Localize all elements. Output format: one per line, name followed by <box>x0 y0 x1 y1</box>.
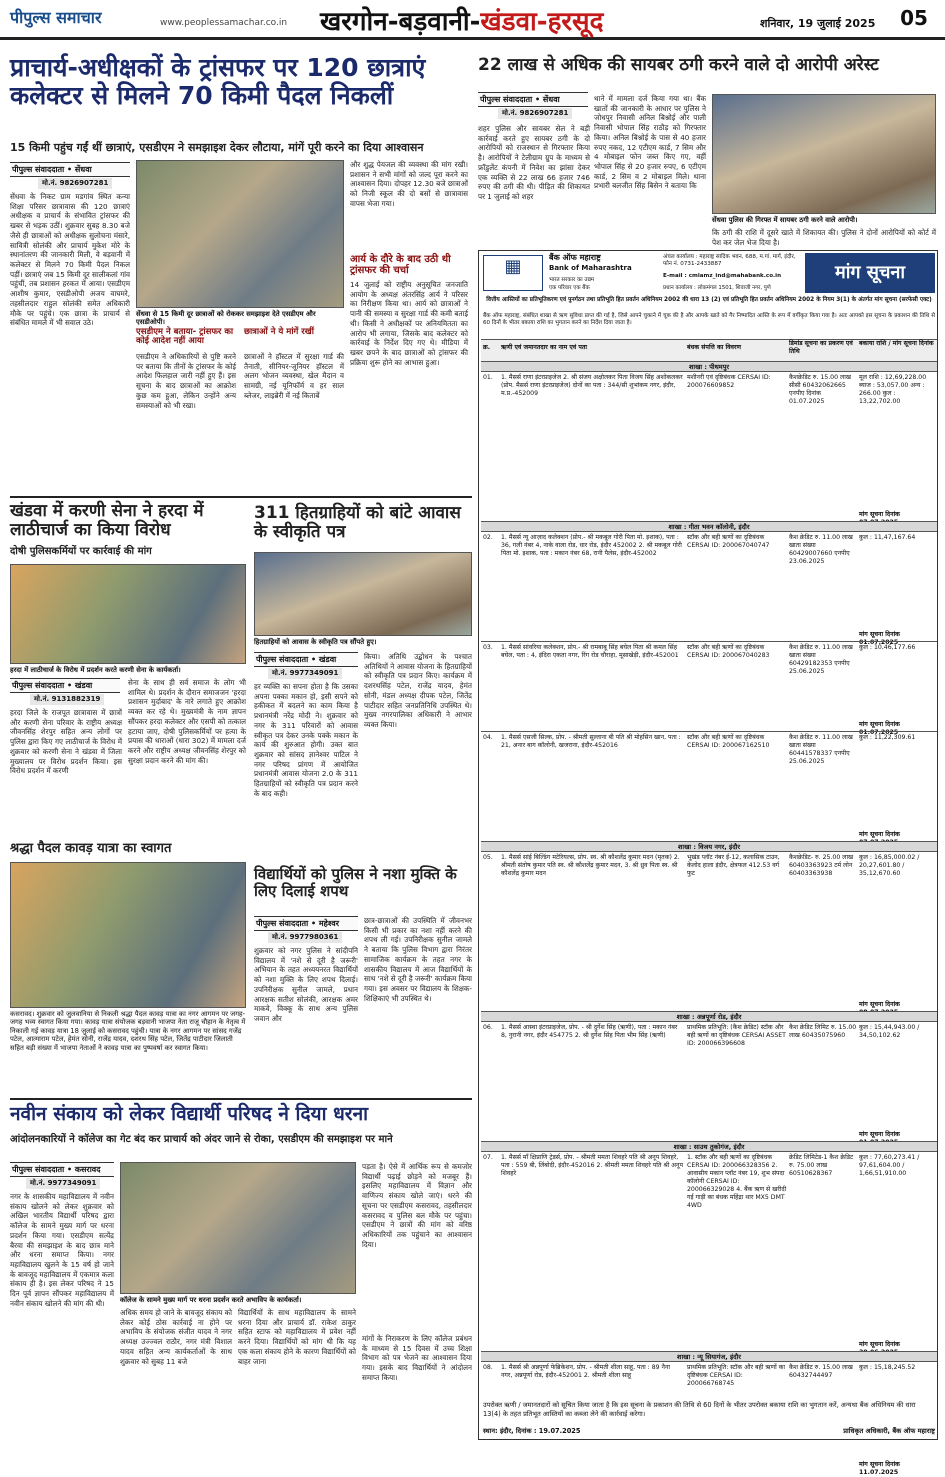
table-row <box>481 641 937 737</box>
story7-mobile: मो.नं. 9977349091 <box>26 1178 100 1189</box>
bank-motto: एक परिवार एक बैंक <box>549 285 590 291</box>
story7-deck: आंदोलनकारियों ने कॉलेज का गेट बंद कर प्राचार्य को अंदर जाने से रोका, एसडीएम की समझाइश पर माने <box>10 1134 393 1145</box>
notice-title: मांग सूचना <box>805 253 935 293</box>
story7-text-col2: अधिक समय हो जाने के बावजूद संकाय को लेकर कोई ठोस कार्रवाई ना होने पर अभाविप के संयोजक संजीत यादव ने नगर अध्यक्ष उज्ज्वल राठौर, नगर मंत्री विशाल यादव सहित अन्य कार्यकर्ताओं के साथ शुक्रवार को सुबह 11 बजे <box>120 1308 232 1366</box>
story3-headline: खंडवा में करणी सेना ने हरदा में लाठीचार्ज का किया विरोध <box>10 501 204 540</box>
story2-photo-caption: सेंधवा पुलिस की गिरफ्त में सायबर ठगी करने वाले आरोपी। <box>712 216 858 224</box>
cell-borrower: 1. मैसर्स राणा इंटरप्राइजेज 2. श्री संजय अक्षोलकर पिता विजय सिंह अशोकलकर (प्रोप. मैसर्स राणा इंटरप्राइजेज) दोनों का पता : 344/सी शुभांकम नगर, इंदौर, म.प्र.-452009 <box>501 374 683 398</box>
cell-amount: कुल : 77,60,273.41 / 97,61,604.00 / 1,66,51,910.00 <box>859 1154 920 1178</box>
story1-deck: 15 किमी पहुंच गईं थीं छात्राएं, एसडीएम ने समझाइश देकर लौटाया, मांगें पूरी करने का दिया आश्वासन <box>10 141 424 154</box>
page-number: 05 <box>900 6 928 30</box>
story4-mobile: मो.नं. 9977349091 <box>268 668 342 679</box>
story7-text-col4: पड़ता है। ऐसे में आर्थिक रूप से कमजोर विद्यार्थी पढ़ाई छोड़ने को मजबूर हैं। इसलिए महाविद्यालय में विज्ञान और वाणिज्य संकाय खोले जाएं। धरने की सूचना पर एसडीएम कसरावद, तहसीलदार कसरावद व पुलिस बल मौके पर पहुंचा। एसडीएम ने छात्रों की मांग को वरिष्ठ अधिकारियों तक पहुंचाने का आश्वासन दिया। <box>362 1162 472 1249</box>
story1-sub2-text: एसडीएम ने अधिकारियों से पुष्टि करने पर बताया कि तीनों के ट्रांसफर के कोई आदेश फिलहाल जारी नहीं हुए हैं। इस सूचना के बाद छात्राओं का आक्रोश कुछ कम हुआ, लेकिन उन्होंने अन्य समस्याओं को भी रखा। <box>136 352 236 410</box>
masthead <box>0 0 945 40</box>
story7-photo <box>120 1162 356 1294</box>
story2-mobile: मो.नं. 9826907281 <box>498 108 572 119</box>
table-row <box>481 371 937 521</box>
story2-text-col3: कि ठगी की राशि में दूसरे खाते में शिकायत की। पुलिस ने दोनों आरोपियों को कोर्ट में पेश कर जेल भेज दिया है। <box>712 228 936 247</box>
story2-byline: पीपुल्स संवाददाता • सेंधवा <box>478 92 588 107</box>
cell-borrower: 1. मैसर्स सांई बिल्डिंग मटेरियल्स, प्रोप. स्व. श्री कौशलेंद्र कुमार मदन (मृतक) 2. श्रीमती संतोष कुमार पति स्व. श्री कौशलेंद्र कुमार मदन, 3. श्री ध्रुव पिता स्व. श्री कौशलेंद्र कुमार मदन <box>501 854 680 878</box>
story7-byline: पीपुल्स संवाददाता • कसरावद <box>10 1162 114 1177</box>
cell-date: मांग सूचना दिनांक <box>859 1001 900 1008</box>
story1-sub2: एसडीएम ने बताया- ट्रांसफर का कोई आदेश नहीं आया <box>136 327 234 347</box>
table-row <box>481 1151 937 1351</box>
notice-signatory: प्राधिकृत अधिकारी, बैंक ऑफ महाराष्ट्र <box>843 1427 935 1435</box>
website-link[interactable]: www.peoplessamachar.co.in <box>160 18 288 28</box>
story1-sub3-text: छात्राओं ने हॉस्टल में सुरक्षा गार्ड की तैनाती, सीनियर-जूनियर हॉस्टल में अलग भोजन व्यवस्था, खेल मैदान व सामग्री, नई यूनिफॉर्म व हर साल ब्लेजर, लाइब्रेरी में नई किताबें <box>244 352 344 400</box>
cell-borrower: 1. मैसर्स आस्था इंटरप्राइजेज, प्रोप. - श्री दुर्गेश सिंह (ऋणी), पता : मकान नंबर 8, नुरानी नगर, इंदौर 454775 2. श्री दुर्गेश सिंह पिता भीम सिंह (ऋणी) <box>501 1024 678 1040</box>
story3-mobile: मो.नं. 9131882319 <box>30 694 104 705</box>
section-title: खरगोन-बड़वानी-खंडवा-हरसूद <box>320 7 604 37</box>
bank-notice <box>478 250 938 1477</box>
cell-amount: कुल : 10,46,177.66 <box>859 644 916 651</box>
story1-headline: प्राचार्य-अधीक्षकों के ट्रांसफर पर 120 छात्राएं कलेक्टर से मिलने 70 किमी पैदल निकलीं <box>10 53 426 110</box>
notice-place-date: स्थान: इंदौर, दिनांक : 19.07.2025 <box>483 1427 581 1435</box>
cell-property: 1. स्टॉक और बही ऋणों का दृष्टिबंधक CERSAI ID: 200066328356 2. आवासीय मकान प्लॉट नंबर 19, शुभ संपदा कॉलोनी CERSAI ID: 200066329028 4. बैंक ऋण से खरीदी गई गाड़ी का बंधक महिंद्रा थार MX5 DMT 4WD <box>687 1154 787 1210</box>
cell-ref: कैश क्रेडिट रु. 11.00 लाख खाता संख्या 60429182353 एनपीए 25.06.2025 <box>789 644 853 676</box>
story1-byline: पीपुल्स संवाददाता • सेंधवा <box>10 162 130 177</box>
cell-borrower: 1. मैसर्स श्री अन्नपूर्णा फेब्रिकेशन, प्रोप. - श्रीमती शीला साहू, पता : 89 नैना नगर, अन्नपूर्णा रोड, इंदौर-452001 2. श्रीमती शीला साहू <box>501 1364 670 1380</box>
story1-text-col1: सेंधवा के निकट ग्राम मडगांव स्थित कन्या शिक्षा परिसर छात्रावास की 120 छात्राएं अधीक्षक व प्राचार्य के संभावित ट्रांसफर की खबर से भड़क उठीं। शुक्रवार सुबह 8.30 बजे जैसे ही छात्राओं को अधीक्षक सुलोचना मंसारे, सावित्री सोलंकी और प्राचार्य मुकेश मोरे के स्थानांतरण की जानकारी मिली, वे बड़वानी में कलेक्टर से मिलने 70 किमी पैदल निकल पड़ीं। छात्राएं जब 15 किमी दूर सालीकलां गांव पहुंचीं, तब प्रशासन हरकत में आया। एसडीएम आशीष कुमार, एसडीओपी अजय वाघमरे, तहसीलदार राहुल सोलंकी समेत अधिकारी मौके पर पहुंचे। एक छात्रा के प्राचार्य से संबंधित मामले में भी सवाल उठे। <box>10 192 130 328</box>
cell-amount: कुल : 15,44,943.00 / 34,50,102.62 <box>859 1024 920 1040</box>
bank-logo-icon: ▦ <box>483 255 543 291</box>
story7-headline: नवीन संकाय को लेकर विद्यार्थी परिषद ने दिया धरना <box>10 1103 369 1125</box>
notice-intro-body: बैंक ऑफ महाराष्ट्र, संबंधित शाखा से ऋण सुविधा प्राप्त की गई है, जिसे आपने चुकाने में चूक की है और आपके खाते को गैर निष्पादित आस्ति के रूप में वर्गीकृत किया गया है। अतः आपको इस सूचना के प्रकाशन की तिथि से 60 दिनों के भीतर बकाया राशि का भुगतान करने का निर्देश दिया जाता है। <box>483 313 935 327</box>
cell-no: 05. <box>483 854 493 861</box>
cell-property: भूखंड प्लॉट नंबर ई-12, कलासिक टाउन, केलोद हाला इंदौर, क्षेत्रफल 412.53 वर्ग फुट <box>687 854 780 878</box>
story5-headline: श्रद्धा पैदल कावड़ यात्रा का स्वागत <box>10 841 172 856</box>
cell-property: प्राथमिक प्रतिभूति: (कैश क्रेडिट) स्टॉक और बही ऋणों का दृष्टिबंधक CERSAI ASSET ID: 200066396608 <box>687 1024 786 1048</box>
divider <box>10 496 472 498</box>
cell-property: प्राथमिक प्रतिभूति: स्टॉक और बही ऋणों का दृष्टिबंधक CERSAI ID: 200066768745 <box>687 1364 786 1388</box>
story4-text-col2: किया। अतिथि उद्बोधन के पश्चात अतिथियों ने आवास योजना के हितग्राहियों को स्वीकृति पत्र प्रदान किए। कार्यक्रम में दशरथसिंह पटेल, राजेंद्र यादव, हेमंत सोनी, मंडल अध्यक्ष दीपक पटेल, जितेंद्र पाटीदार सहित जनप्रतिनिधि उपस्थित थे। मुख्य नगरपालिका अधिकारी ने आभार व्यक्त किया। <box>364 652 472 730</box>
cell-ref: कैश क्रेडिट रु. 11.00 लाख खाता संख्या 60441578337 एनपीए 25.06.2025 <box>789 734 853 766</box>
cell-property: स्टॉक और बही ऋणों का दृष्टिबंधक CERSAI ID: 200067040283 <box>687 644 770 660</box>
cell-date: मांग सूचना दिनांक <box>859 1131 900 1138</box>
cell-ref: कैश क्रेडिट रु. 11.00 लाख खाता संख्या 60429007660 एनपीए 23.06.2025 <box>789 534 853 566</box>
story1-text-col2: और शुद्ध पेयजल की व्यवस्था की मांग रखी। प्रशासन ने सभी मांगों को जल्द पूरा करने का आश्वासन दिया। दोपहर 12.30 बजे छात्राओं को निजी स्कूल की दो बसों से छात्रावास वापस भेजा गया। <box>350 160 468 208</box>
bank-hq: प्रधान कार्यालय : लोकमंगल 1501, शिवाजी नगर, पुणे <box>663 285 771 291</box>
cell-borrower: 1. मैसर्स सांवरिया कलेक्शन, प्रोप.- श्री रामबाबू सिंह बघेल पिता श्री कमल सिंह बघेल, पता : 4, इंदिरा एकता नगर, रिंग रोड चौराहा, मूसाखेड़ी, इंदौर-452001 <box>501 644 679 660</box>
story4-photo <box>254 552 472 636</box>
story2-headline: 22 लाख से अधिक की सायबर ठगी करने वाले दो आरोपी अरेस्ट <box>478 55 879 75</box>
cell-no: 06. <box>483 1024 493 1031</box>
story7-text-col1: नगर के शासकीय महाविद्यालय में नवीन संकाय खोलने को लेकर शुक्रवार को अखिल भारतीय विद्यार्थी परिषद द्वारा कॉलेज के सामने मुख्य मार्ग पर धरना प्रदर्शन किया गया। एसडीएम सत्येंद्र बैरवा की समझाइश के बाद छात्र माने और धरना समाप्त किया। नगर महाविद्यालय खुलने के 15 वर्ष हो जाने के बावजूद महाविद्यालय में एकमात्र कला संकाय ही है। इस लेकर परिषद ने 15 दिन पूर्व ज्ञापन सौंपकर महाविद्यालय में नवीन संकाय खोलने की मांग की थी। <box>10 1192 114 1308</box>
story3-photo <box>10 564 246 664</box>
table-row <box>481 1021 937 1141</box>
bank-name: बैंक ऑफ महाराष्ट्र <box>549 253 601 262</box>
cell-property: स्टॉक और बही ऋणों का दृष्टिबंधक CERSAI ID: 200067040747 <box>687 534 770 550</box>
story2-text-col2: थाने में मामला दर्ज किया गया था। बैंक खातों की जानकारी के आधार पर पुलिस ने जोधपुर निवासी अनिल बिश्नोई और पाली निवासी भोपाल सिंह राठौड़ को गिरफ्तार किया। अनिल बिश्नोई के पास से 40 हजार रुपए नकद, 12 एटीएम कार्ड, 7 सिम और 4 मोबाइल फोन जब्त किए गए, वहीं भोपाल सिंह से 20 हजार रुपए, 6 एटीएम कार्ड, 2 सिम व 2 मोबाइल मिले। थाना प्रभारी बलजीत सिंह बिसेन ने बताया कि <box>594 94 706 191</box>
cell-amount: कुल : 15,18,245.52 <box>859 1364 916 1371</box>
story2-text-col1: शहर पुलिस और सायबर सेल ने बड़ी कार्रवाई करते हुए सायबर ठगी के दो आरोपियों को राजस्थान से गिरफ्तार किया है। आरोपियों ने टेलीग्राम ग्रुप के माध्यम से फ्रॉडुलेंट कंपनी में निवेश का झांसा देकर एक व्यक्ति से 22 लाख 66 हजार 746 रुपए की ठगी की थी। पीड़ित की शिकायत पर 1 जुलाई को शहर <box>478 124 590 202</box>
story1-text-col3: 14 जुलाई को राष्ट्रीय अनुसूचित जनजाति आयोग के अध्यक्ष अंतरसिंह आर्य ने परिसर का निरीक्षण किया था। आर्य को छात्राओं ने पानी की समस्या व सुरक्षा गार्ड की कमी बताई थी। किसी ने अधीक्षकों पर अनियमितता का आरोप भी लगाया, जिसके बाद कलेक्टर को कार्रवाई के निर्देश दिए गए थे। मीडिया में खबर छपने के बाद छात्राओं को ट्रांसफर की प्रक्रिया शुरू होने का आभास हुआ। <box>350 280 468 367</box>
story4-photo-caption: हितग्राहियों को आवास के स्वीकृति पत्र सौंपते हुए। <box>254 638 377 646</box>
cell-borrower: 1. मैसर्स एसजी सिल्क, प्रोप. - श्रीमती सुल्ताना बी पति श्री मोहसिन खान, पता : 21, अनार बाग कॉलोनी, खजराना, इंदौर-452016 <box>501 734 681 750</box>
story7-photo-caption: कॉलेज के सामने मुख्य मार्ग पर धरना प्रदर्शन करते अभाविप के कार्यकर्ता। <box>120 1296 302 1304</box>
story1-photo-caption: सेंधवा से 15 किमी दूर छात्राओं को रोककर समझाइश देते एसडीएम और एसडीओपी। <box>136 310 316 327</box>
cell-borrower: 1. मैसर्स न्यू आज़ाद कलेक्शन (प्रोप.- श्री मकबूल गोरी पिता मो. इशाक), पता : 36, गली नंबर 4, नाके वाला रोड, धार रोड, इंदौर 452002 2. श्री मकबूल गोरी पिता मो. इशाक, पता : मकान नंबर 68, रानी पैलेस, इंदौर-452002 <box>501 534 682 558</box>
cell-date: मांग सूचना दिनांक 01.07.2025 <box>859 721 900 737</box>
divider <box>10 1098 472 1100</box>
branch-label: शाखा : न्यू सियागंज, इंदौर <box>481 1351 937 1361</box>
story6-byline: पीपुल्स संवाददाता • महेश्वर <box>254 916 358 931</box>
story3-deck: दोषी पुलिसकर्मियों पर कार्रवाई की मांग <box>10 546 152 557</box>
cell-date: मांग सूचना दिनांक <box>859 511 900 518</box>
table-header: क्र. ऋणी एवं जमानतदार का नाम एवं पता बंधक संपत्ति का विवरण डिमांड सूचना का प्रकरण एवं तिथि बकाया राशि / मांग सूचना दिनांक <box>481 339 937 361</box>
issue-date: शनिवार, 19 जुलाई 2025 <box>760 17 876 30</box>
cell-date: मांग सूचना दिनांक 11.07.2025 <box>859 1461 900 1477</box>
cell-property: मशीनरी एवं दृष्टिबंधक CERSAI ID: 200076609852 <box>687 374 771 390</box>
cell-property: स्टॉक और बही ऋणों का दृष्टिबंधक CERSAI ID: 200067162510 <box>687 734 770 750</box>
cell-no: 07. <box>483 1154 493 1161</box>
newspaper-logo: पीपुल्स समाचार <box>10 8 102 27</box>
cell-no: 08. <box>483 1364 493 1371</box>
story3-byline: पीपुल्स संवाददाता • खंडवा <box>10 678 120 693</box>
notice-intro: वित्तीय आस्तियों का प्रतिभूतिकरण एवं पुनर्गठन तथा प्रतिभूति हित प्रवर्तन अधिनियम 2002 की धारा 13 (2) एवं प्रतिभूति हित प्रवर्तन अधिनियम 2002 के नियम 3(1) के अंतर्गत मांग सूचना (सरफेसी एक्ट) <box>486 297 932 303</box>
cell-amount: कुल : 11,47,167.64 <box>859 534 916 541</box>
bank-email: E-mail : cmlamz_ind@mahabank.co.in <box>663 273 782 279</box>
table-row <box>481 851 937 1011</box>
branch-label: शाखा : साउथ तुकोगंज, इंदौर <box>481 1141 937 1151</box>
story6-mobile: मो.नं. 9977980361 <box>268 932 342 943</box>
branch-label: शाखा : विजय नगर, इंदौर <box>481 841 937 851</box>
cell-no: 03. <box>483 644 493 651</box>
story5-caption: कसरावद। शुक्रवार को जुलवानिया से निकली श्रद्धा पैदल कावड़ यात्रा का नगर आगमन पर जगह-जगह भव्य स्वागत किया गया। कावड़ यात्रा संयोजक बड़वानी भाजपा नेता राजू चौहान के नेतृत्व में निकाली गई कावड़ यात्रा 18 जुलाई को कसरावद पहुंची। यात्रा के नगर आगमन पर सांसद गजेंद्र पटेल, आत्माराम पटेल, हेमंत सोनी, राजेंद्र यादव, दशरथ सिंह पटेल, जितेंद्र पाटीदार जिलाती सहित बड़ी संख्या में भाजपा नेताओं ने कावड़ यात्रा का पुष्पवर्षा कर स्वागत किया। <box>10 1010 246 1052</box>
cell-ref: कैशक्रेडिट रु. 15.00 लाख सीसी 60432062665 एनपीए दिनांक 01.07.2025 <box>789 374 851 406</box>
branch-label: शाखा : गीता भवन कॉलोनी, इंदौर <box>481 521 937 531</box>
table-row <box>481 731 937 841</box>
story1-photo <box>136 160 344 308</box>
bank-name-en: Bank of Maharashtra <box>549 264 632 272</box>
story5-photo <box>10 862 246 1008</box>
story1-sub3: छात्राओं ने ये मांगें रखीं <box>244 327 314 337</box>
story6-text-col1: शुक्रवार को नगर पुलिस ने सांदीपनि विद्यालय में 'नशे से दूरी है जरूरी' अभियान के तहत अध्ययनरत विद्यार्थियों को नशा मुक्ति के लिए शपथ दिलाई। उपनिरीक्षक सुनील जामले, प्रधान आरक्षक सतीश सोलंकी, आरक्षक अमर माकवे, विक्कू के साथ अन्य पुलिस जवान और <box>254 946 358 1024</box>
story3-text-col1: हरदा जिले के राजपूत छात्रावास में छात्रों और करणी सेना परिवार के राष्ट्रीय अध्यक्ष जीवनसिंह शेरपुर सहित अन्य लोगों पर पुलिस द्वारा किए गए लाठीचार्ज के विरोध में शुक्रवार को करणी सेना ने खंडवा में जिला मुख्यालय पर विरोध प्रदर्शन किया। इस विरोध प्रदर्शन में करणी <box>10 708 122 776</box>
cell-ref: कैशक्रेडिट- रु. 25.00 लाख 60403363923 टर्म लोन 60403363938 <box>789 854 854 878</box>
story6-text-col2: छात्र-छात्राओं की उपस्थिति में जीवनभर किसी भी प्रकार का नशा नहीं करने की शपथ ली गई। उपनिरीक्षक सुनील जामले ने बताया कि पुलिस विभाग द्वारा निरंतर सामाजिक कार्यक्रम के तहत नगर के शासकीय विद्यालय में आज विद्यार्थियों के साथ 'नशे से दूरी है जरूरी' कार्यक्रम किया गया। इस अवसर पर विद्यालय के शिक्षक-शिक्षिकाएं भी उपस्थित थे। <box>364 916 472 1003</box>
story2-photo <box>712 94 936 214</box>
cell-date: मांग सूचना दिनांक <box>859 1341 900 1348</box>
branch-label: शाखा : अन्नपूर्णा रोड, इंदौर <box>481 1011 937 1021</box>
cell-amount: कुल : 16,85,000.02 / 20,27,601.80 / 35,12,670.60 <box>859 854 920 878</box>
story7-text-col5: मांगों के निराकरण के लिए कॉलेज प्रबंधन के माध्यम से 15 दिवस में उच्च शिक्षा विभाग को पत्र भेजने का आश्वासन दिया गया। इसके बाद विद्यार्थियों ने आंदोलन समाप्त किया। <box>362 1334 472 1382</box>
notice-footer: उपरोक्त ऋणी / जमानतदारों को सूचित किया जाता है कि इस सूचना के प्रकाशन की तिथि से 60 दिनों के भीतर उपरोक्त बकाया राशि का भुगतान करें, अन्यथा बैंक अधिनियम की धारा 13(4) के तहत प्रतिभूत आस्तियों का कब्जा लेने की कार्रवाई करेगा। <box>483 1401 916 1418</box>
story4-text-col1: हर व्यक्ति का सपना होता है कि उसका अपना पक्का मकान हो, इसी सपने को हकीकत में बदलने का काम किया है प्रधानमंत्री नरेंद्र मोदी ने। शुक्रवार को नगर के 311 परिवारों को आवास स्वीकृत पत्र देकर उनके पक्के मकान के कार्य की शुरुआत होगी। उक्त बात शुक्रवार को सांसद ज्ञानेश्वर पाटिल ने नगर परिषद प्रांगण में आयोजित प्रधानमंत्री आवास योजना 2.0 के 311 हितग्राहियों को स्वीकृति पत्र प्रदान करने के बाद कही। <box>254 682 358 798</box>
story3-photo-caption: हरदा में लाठीचार्ज के विरोध में प्रदर्शन करते करणी सेना के कार्यकर्ता। <box>10 666 181 674</box>
story1-subhead: आर्य के दौरे के बाद उठी थी ट्रांसफर की चर्चा <box>350 254 451 276</box>
bank-tag: भारत सरकार का उद्यम <box>549 277 595 283</box>
cell-amount: मूल राशि : 12,69,228.00 ब्याज : 53,057.00 अन्य : 266.00 कुल : 13,22,702.00 <box>859 374 927 406</box>
cell-date: मांग सूचना दिनांक <box>859 831 900 838</box>
cell-no: 01. <box>483 374 493 381</box>
bank-office: अंचल कार्यालय : महाराष्ट्र सादिक भवन, 688, म.गां. मार्ग, इंदौर, फोन नं. 0731-2433887 <box>663 254 796 268</box>
cell-ref: कैश क्रेडिट लिमिट रु. 15.00 लाख 60435075960 <box>789 1024 857 1040</box>
story4-headline: 311 हितग्राहियों को बांटे आवास के स्वीकृति पत्र <box>254 503 461 542</box>
table-row <box>481 531 937 647</box>
cell-ref: क्रेडिट लिमिटेड-1 कैश क्रेडिट रु. 75.00 लाख 60510628367 <box>789 1154 854 1178</box>
story7-text-col3: विद्यार्थियों के साथ महाविद्यालय के सामने धरना दिया और प्राचार्य डॉ. राकेश ठाकुर सहित स्टाफ को महाविद्यालय में प्रवेश नहीं करने दिया। विद्यार्थियों को मांग थी कि यह एक कला संकाय होने के कारण विद्यार्थियों को बाहर जाना <box>238 1308 356 1366</box>
cell-amount: कुल : 11,22,309.61 <box>859 734 916 741</box>
branch-label: शाखा : पीथमपुर <box>481 361 937 371</box>
cell-ref: कैश क्रेडिट रु. 15.00 लाख 60432744497 <box>789 1364 853 1380</box>
cell-no: 02. <box>483 534 493 541</box>
story1-mobile: मो.नं. 9826907281 <box>38 178 112 189</box>
story4-byline: पीपुल्स संवाददाता • खंडवा <box>254 652 358 667</box>
cell-borrower: 1. मैसर्स माँ क्षिप्राणि ट्रेडर्स, प्रोप. - श्रीमती ममता शिवहरे पति श्री अनूप शिवहरे, पता : 559 बी, लिंबोदी, इंदौर-452016 2. श्रीमती ममता शिवहरे पति श्री अनूप शिवहरे <box>501 1154 683 1178</box>
story3-text-col2: सेना के साथ ही सर्व समाज के लोग भी शामिल थे। प्रदर्शन के दौरान समाजजन 'हरदा प्रशासन मुर्दाबाद' के नारे लगाते हुए आक्रोश व्यक्त कर रहे थे। मुख्यमंत्री के नाम ज्ञापन सौंपकर हरदा कलेक्टर और एसपी को तत्काल हटाया जाए, दोषी पुलिसकर्मियों पर हत्या के प्रयास की धाराओं (धारा 302) में मामला दर्ज करने और राष्ट्रीय अध्यक्ष जीवनसिंह शेरपुर को सुरक्षा प्रदान करने की मांग की। <box>128 678 246 765</box>
cell-no: 04. <box>483 734 493 741</box>
cell-date: मांग सूचना दिनांक 01.07.2025 <box>859 631 900 647</box>
story6-headline: विद्यार्थियों को पुलिस ने नशा मुक्ति के लिए दिलाई शपथ <box>254 865 457 900</box>
